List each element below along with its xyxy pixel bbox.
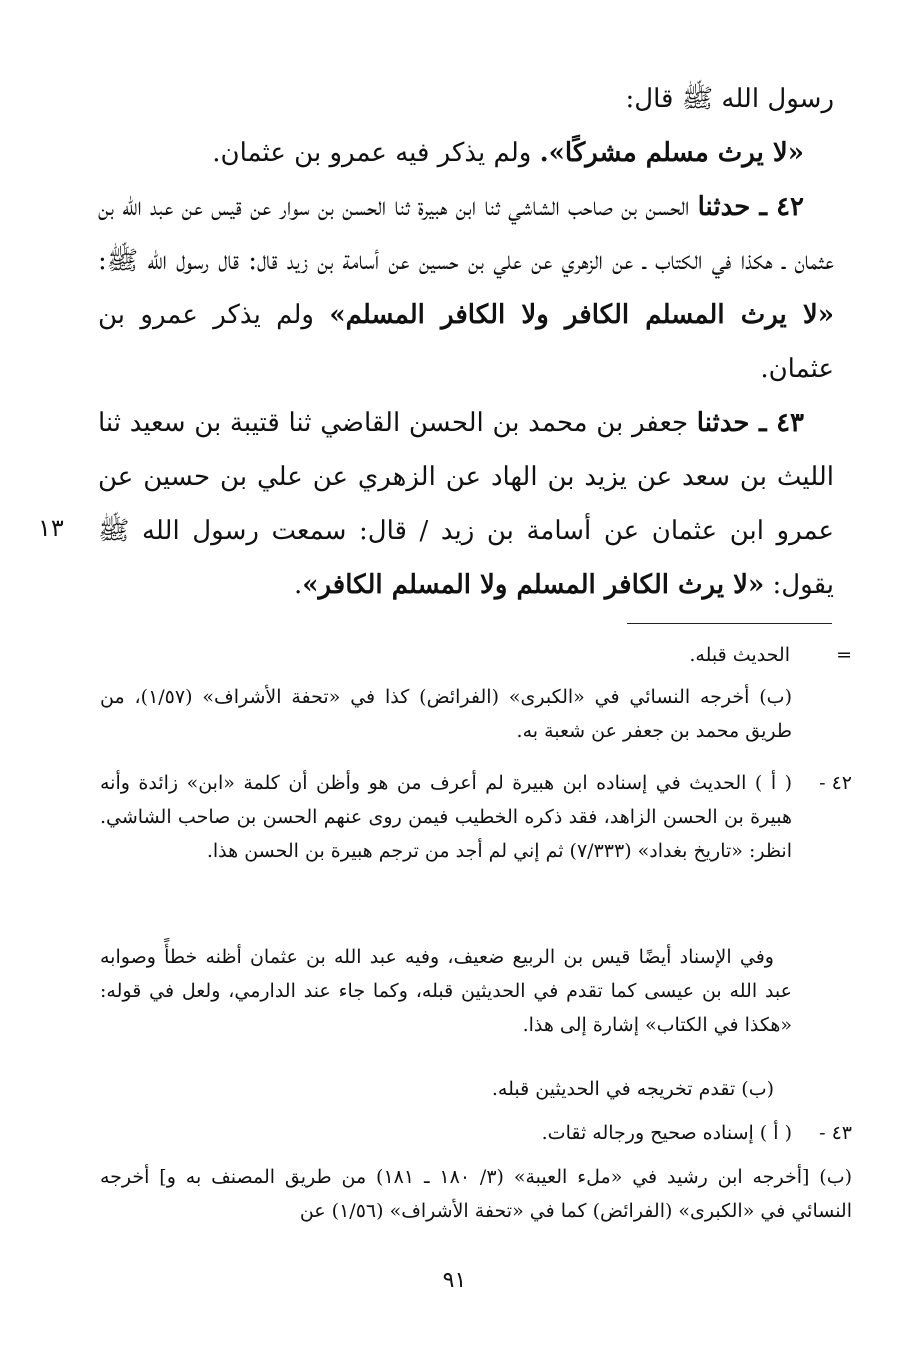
hadith-42-number: ٤٢ ـ حدثنا: [697, 192, 804, 222]
quote-rest: ولم يذكر فيه عمرو بن عثمان.: [212, 138, 540, 168]
line-quote-1: [98, 126, 834, 180]
hadith-43-end: .: [293, 570, 303, 600]
footnote-b-prev: (ب) أخرجه النسائي في «الكبرى» (الفرائض) كذا في «تحفة الأشراف» (١/٥٧)، من طريق محمد بن جعفر عن شعبة به.: [100, 686, 792, 742]
footnote-prev-line: الحديث قبله.: [689, 644, 790, 666]
main-text: [98, 72, 834, 612]
footnote-42-b: (ب) تقدم تخريجه في الحديثين قبله.: [491, 1078, 774, 1100]
hadith-43-text: جعفر بن محمد بن الحسن القاضي ثنا قتيبة بن سعيد ثنا الليث بن سعد عن يزيد بن الهاد عن الزهري عن علي بن حسين عن عمرو ابن عثمان عن أسامة بن زيد / قال: سمعت رسول الله ﷺ يقول:: [98, 408, 834, 600]
footnote-separator: [627, 623, 832, 624]
hadith-43-number: ٤٣ ـ حدثنا: [696, 408, 804, 438]
footnote-43-b: (ب) [أخرجه ابن رشيد في «ملء العيبة» (٣/ ١٨٠ ـ ١٨١) من طريق المصنف به و] أخرجه النسائي في «الكبرى» (الفرائض) كما في «تحفة الأشراف» (١/٥٦) عن: [100, 1166, 852, 1222]
intro-text: رسول الله ﷺ قال:: [625, 84, 834, 114]
hadith-42-text: الحسن بن صاحب الشاشي ثنا ابن هبيرة ثنا الحسن بن سوار عن قيس عن عبد الله بن عثمان ـ هكذا في الكتاب ـ عن الزهري عن علي بن حسين عن أسامة بن زيد قال: قال رسول الله ﷺ:: [98, 192, 835, 276]
footnote-eq-mark: =: [836, 644, 852, 666]
footnote-43-a: ( أ ) إسناده صحيح ورجاله ثقات.: [541, 1122, 792, 1144]
hadith-42-end: ولم يذكر عمرو بن عثمان.: [98, 300, 834, 384]
margin-folio-number: ١٣: [38, 514, 64, 542]
footnote-43-number: ٤٣ -: [819, 1122, 852, 1144]
hadith-43-quote: «لا يرث الكافر المسلم ولا المسلم الكافر»: [302, 570, 765, 600]
hadith-42-quote: «لا يرث المسلم الكافر ولا الكافر المسلم»: [329, 300, 835, 330]
footnote-42-a: ( أ ) الحديث في إسناده ابن هبيرة لم أعرف من هو وأظن أن كلمة «ابن» زائدة وأنه هبيرة بن الحسن الزاهد، فقد ذكره الخطيب فيمن روى عنهم الحسن بن صاحب الشاشي. انظر: «تاريخ بغداد» (٧/٣٣٣) ثم إني لم أجد من ترجم هبيرة بن الحسن هذا.: [100, 772, 792, 862]
quote-text: «لا يرث مسلم مشركًا».: [539, 138, 804, 168]
page-number: ٩١: [442, 1268, 467, 1293]
footnote-42-number: ٤٢ -: [819, 772, 852, 794]
hadith-43: [98, 396, 834, 612]
line-intro: [98, 72, 834, 126]
hadith-42: [98, 180, 834, 396]
footnote-42-a-cont: وفي الإسناد أيضًا قيس بن الربيع ضعيف، وفيه عبد الله بن عثمان أظنه خطأً وصوابه عبد الله بن عيسى كما تقدم في الحديثين قبله، وكما جاء عند الدارمي، ولعل في قوله: «هكذا في الكتاب» إشارة إلى هذا.: [100, 946, 792, 1036]
